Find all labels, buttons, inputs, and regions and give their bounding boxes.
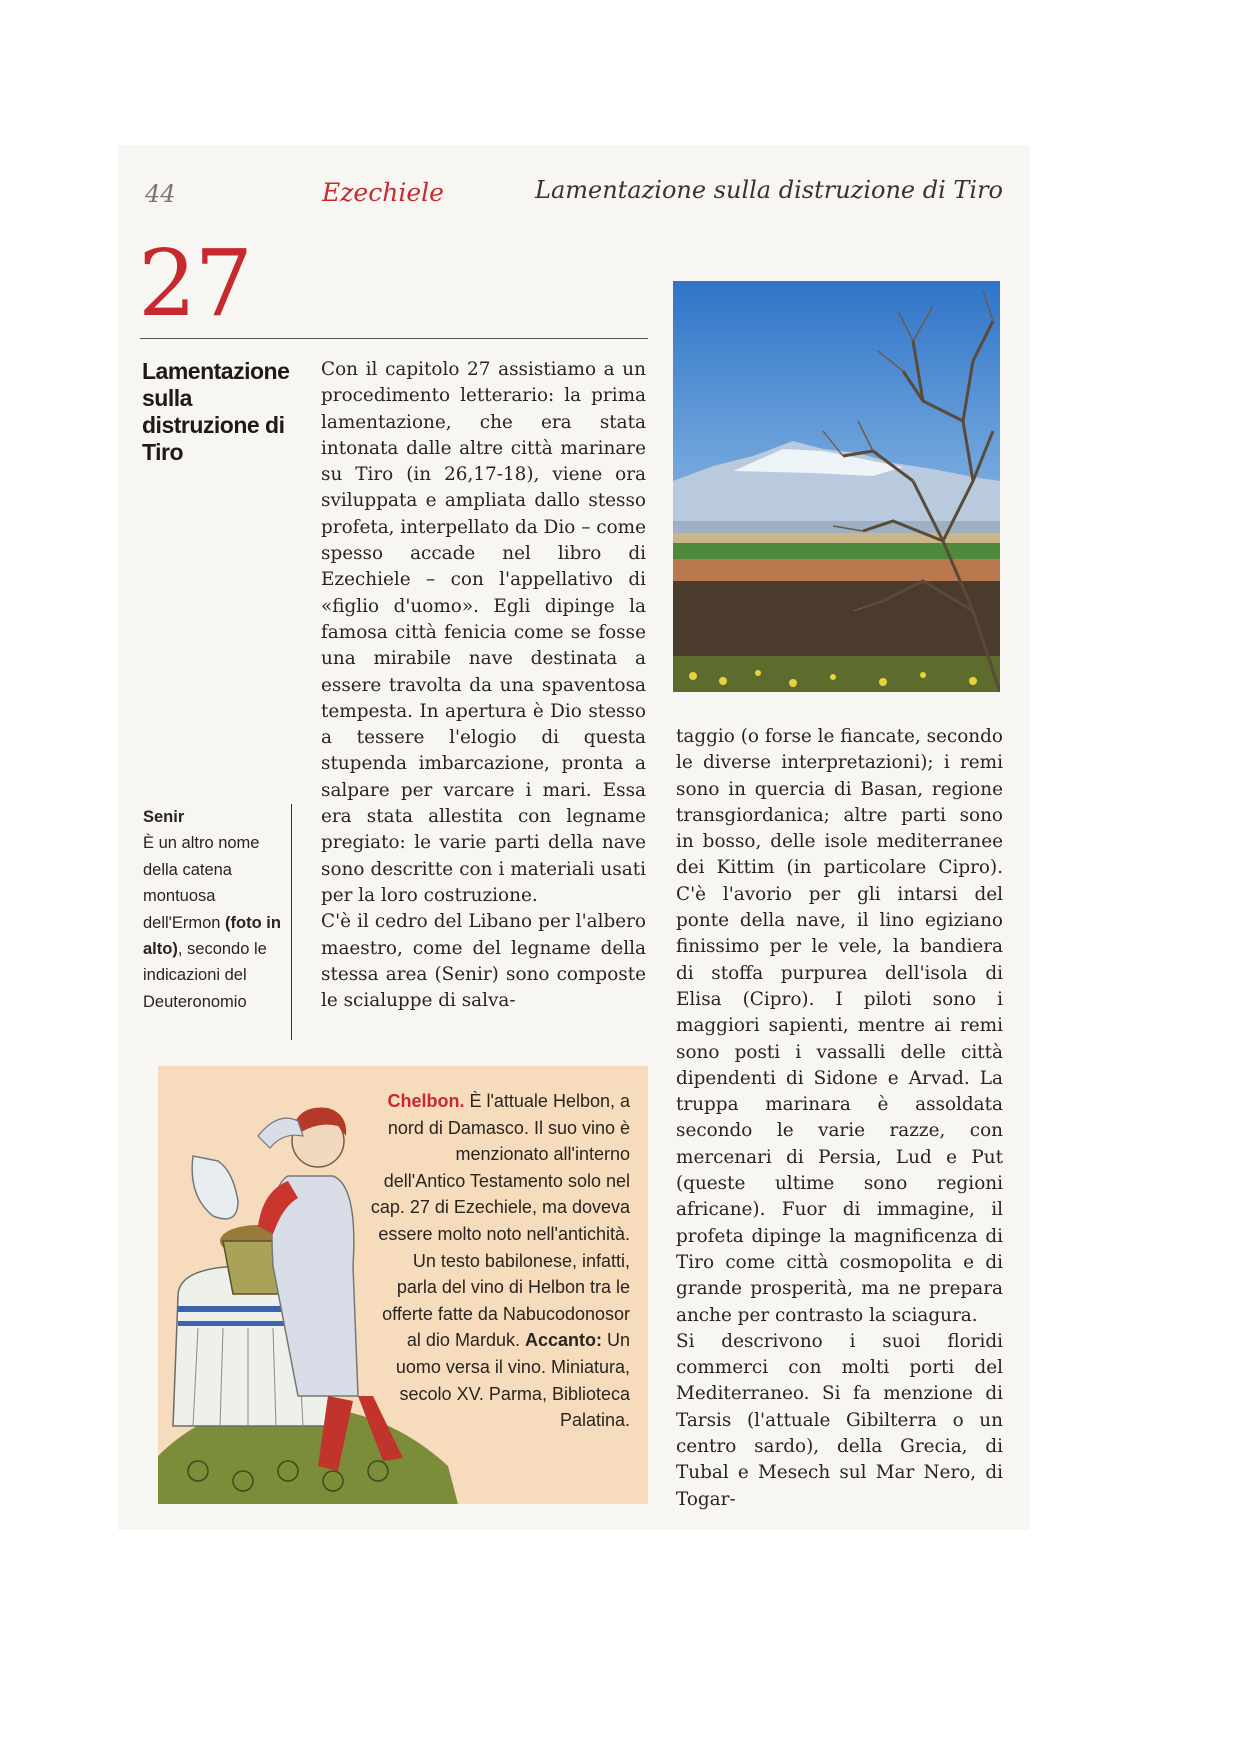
caption-heading: Chelbon. [387, 1091, 465, 1111]
chelbon-box [158, 1066, 648, 1504]
chapter-divider [140, 338, 648, 339]
page-number: 44 [145, 180, 176, 208]
sidebar-text: È un altro nome della catena montuosa dell'Ermon [143, 834, 260, 932]
body-column-1 [321, 357, 646, 1014]
box-caption [370, 1088, 630, 1434]
caption-text: È l'attuale Helbon, a nord di Damasco. Il suo vino è menzionato all'interno dell'Antico Testamento solo nel cap. 27 di Ezechiele, ma doveva essere molto noto nell'antichità. Un testo babilonese, infatti, parla del vino di Helbon tra le offerte fatte da Nabucodonosor al dio Marduk. [370, 1091, 630, 1351]
mount-hermon-photo [673, 281, 1000, 692]
caption-bold: Accanto: [524, 1330, 602, 1351]
sidebar-text-end: , secondo le indicazioni del Deuteronomio [143, 940, 267, 1011]
chapter-number: 27 [138, 230, 252, 337]
body-paragraph: C'è il cedro del Libano per l'albero maestro, come del legname della stessa area (Senir) sono composte le scialuppe di salva- [321, 911, 646, 1012]
sidebar-bold: (foto in alto) [143, 913, 281, 959]
sidebar-heading: Senir [143, 808, 185, 826]
body-paragraph: Si descrivono i suoi floridi commerci con molti porti del Mediterraneo. Si fa menzione di Tarsis (l'attuale Gibilterra o un centro sardo), della Grecia, di Tubal e Mesech sul Mar Nero, di Togar- [676, 1330, 1003, 1510]
body-paragraph: taggio (o forse le fiancate, secondo le diverse interpretazioni); i remi sono in quercia di Basan, regione transgiordanica; altre parti sono in bosso, delle isole mediterranee dei Kittim (in particolare Cipro). C'è l'avorio per gli intarsi del ponte della nave, il lino egiziano finissimo per le vele, la bandiera di stoffa purpurea dell'isola di Elisa (Cipro). I piloti sono i maggiori sapienti, mentre ai remi sono posti i vassalli delle città dipendenti di Sidone e Arvad. La truppa marinara è assoldata secondo le varie razze, con mercenari di Persia, Lud e Put (queste ultime sono regioni africane). Fuor di immagine, il profeta dipinge la magnificenza di Tiro come città cosmopolita e di grande prosperità, ma ne prepara anche per contrasto la sciagura. [676, 726, 1003, 1326]
section-title: Lamentazione sulla distruzione di Tiro [142, 358, 290, 465]
running-title: Lamentazione sulla distruzione di Tiro [535, 176, 1003, 204]
caption-text-end: Un uomo versa il vino. Miniatura, secolo XV. Parma, Biblioteca Palatina. [395, 1330, 630, 1431]
sidebar-note [143, 804, 292, 1040]
body-paragraph: Con il capitolo 27 assistiamo a un procedimento letterario: la prima lamentazione, che era stata intonata dalle altre città marinare su Tiro (in 26,17-18), viene ora sviluppata e ampliata dallo stesso profeta, interpellato da Dio – come spesso accade nel libro di Ezechiele – con l'appellativo di «figlio d'uomo». Egli dipinge la famosa città fenicia come se fosse una mirabile nave destinata a essere travolta da una spaventosa tempesta. In apertura è Dio stesso a tessere l'elogio di questa stupenda imbarcazione, pronta a salpare per varcare i mari. Essa era stata allestita con legname pregiato: le varie parti della nave sono descritte con i materiali usati per la loro costruzione. [321, 359, 646, 906]
book-title: Ezechiele [322, 178, 444, 207]
body-column-2 [676, 724, 1003, 1513]
